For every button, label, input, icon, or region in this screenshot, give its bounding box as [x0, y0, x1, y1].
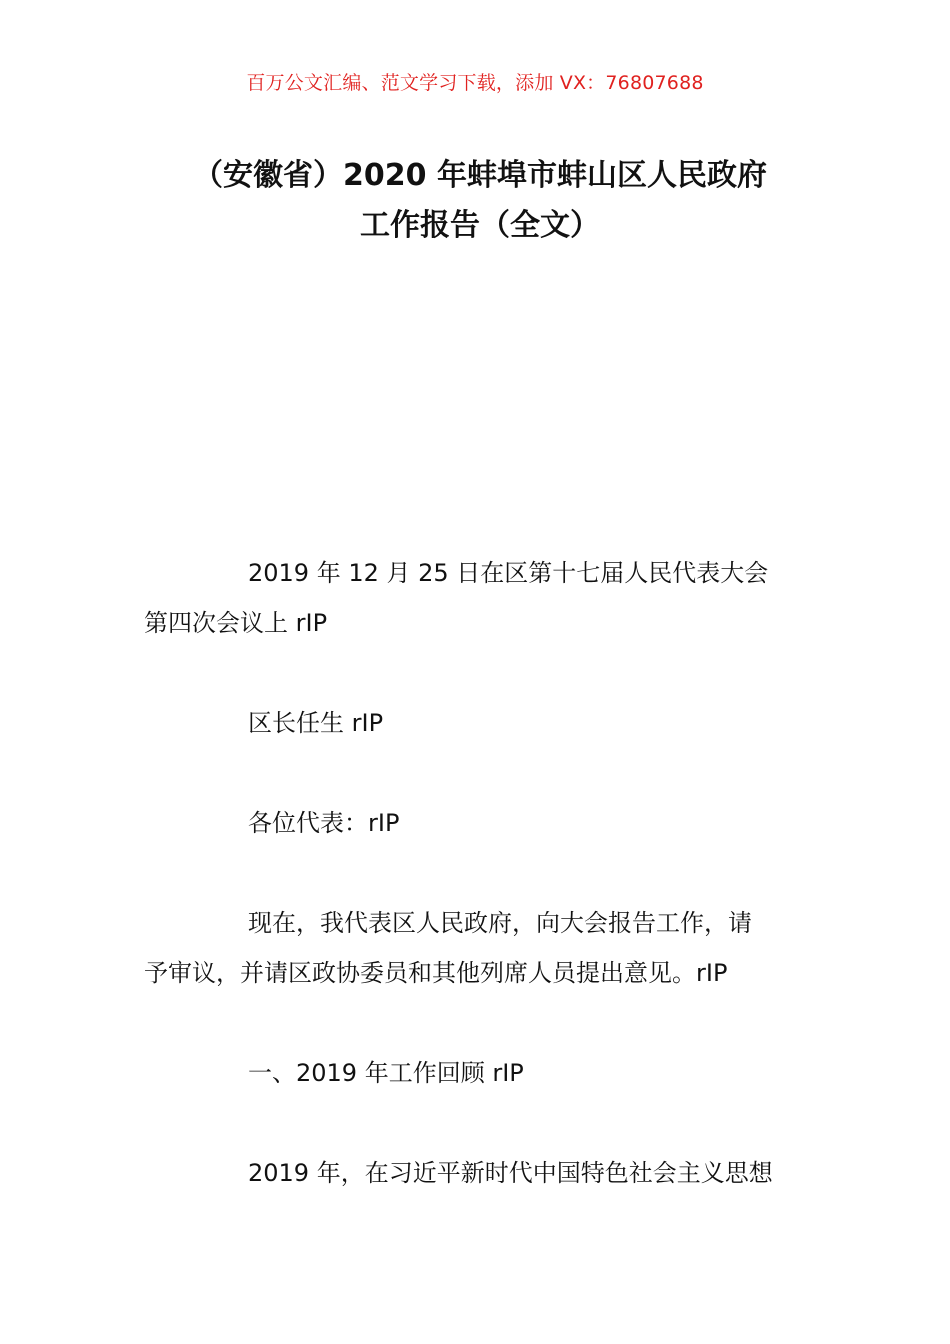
paragraph-2: 区长任生 rIP — [248, 709, 384, 737]
header-watermark-note: 百万公文汇编、范文学习下载，添加 VX：76807688 — [246, 72, 704, 94]
document-title-line-2: 工作报告（全文） — [360, 208, 600, 243]
paragraph-3: 各位代表：rIP — [248, 809, 400, 837]
paragraph-1-line-1: 2019 年 12 月 25 日在区第十七届人民代表大会 — [248, 559, 769, 587]
document-title-line-1: （安徽省）2020 年蚌埠市蚌山区人民政府 — [193, 158, 767, 193]
section-heading-1: 一、2019 年工作回顾 rIP — [248, 1059, 524, 1087]
paragraph-6-line-1: 2019 年，在习近平新时代中国特色社会主义思想 — [248, 1159, 773, 1187]
paragraph-4-line-1: 现在，我代表区人民政府，向大会报告工作，请 — [248, 909, 752, 937]
paragraph-4-line-2: 予审议，并请区政协委员和其他列席人员提出意见。rIP — [144, 959, 728, 987]
paragraph-1-line-2: 第四次会议上 rIP — [144, 609, 328, 637]
